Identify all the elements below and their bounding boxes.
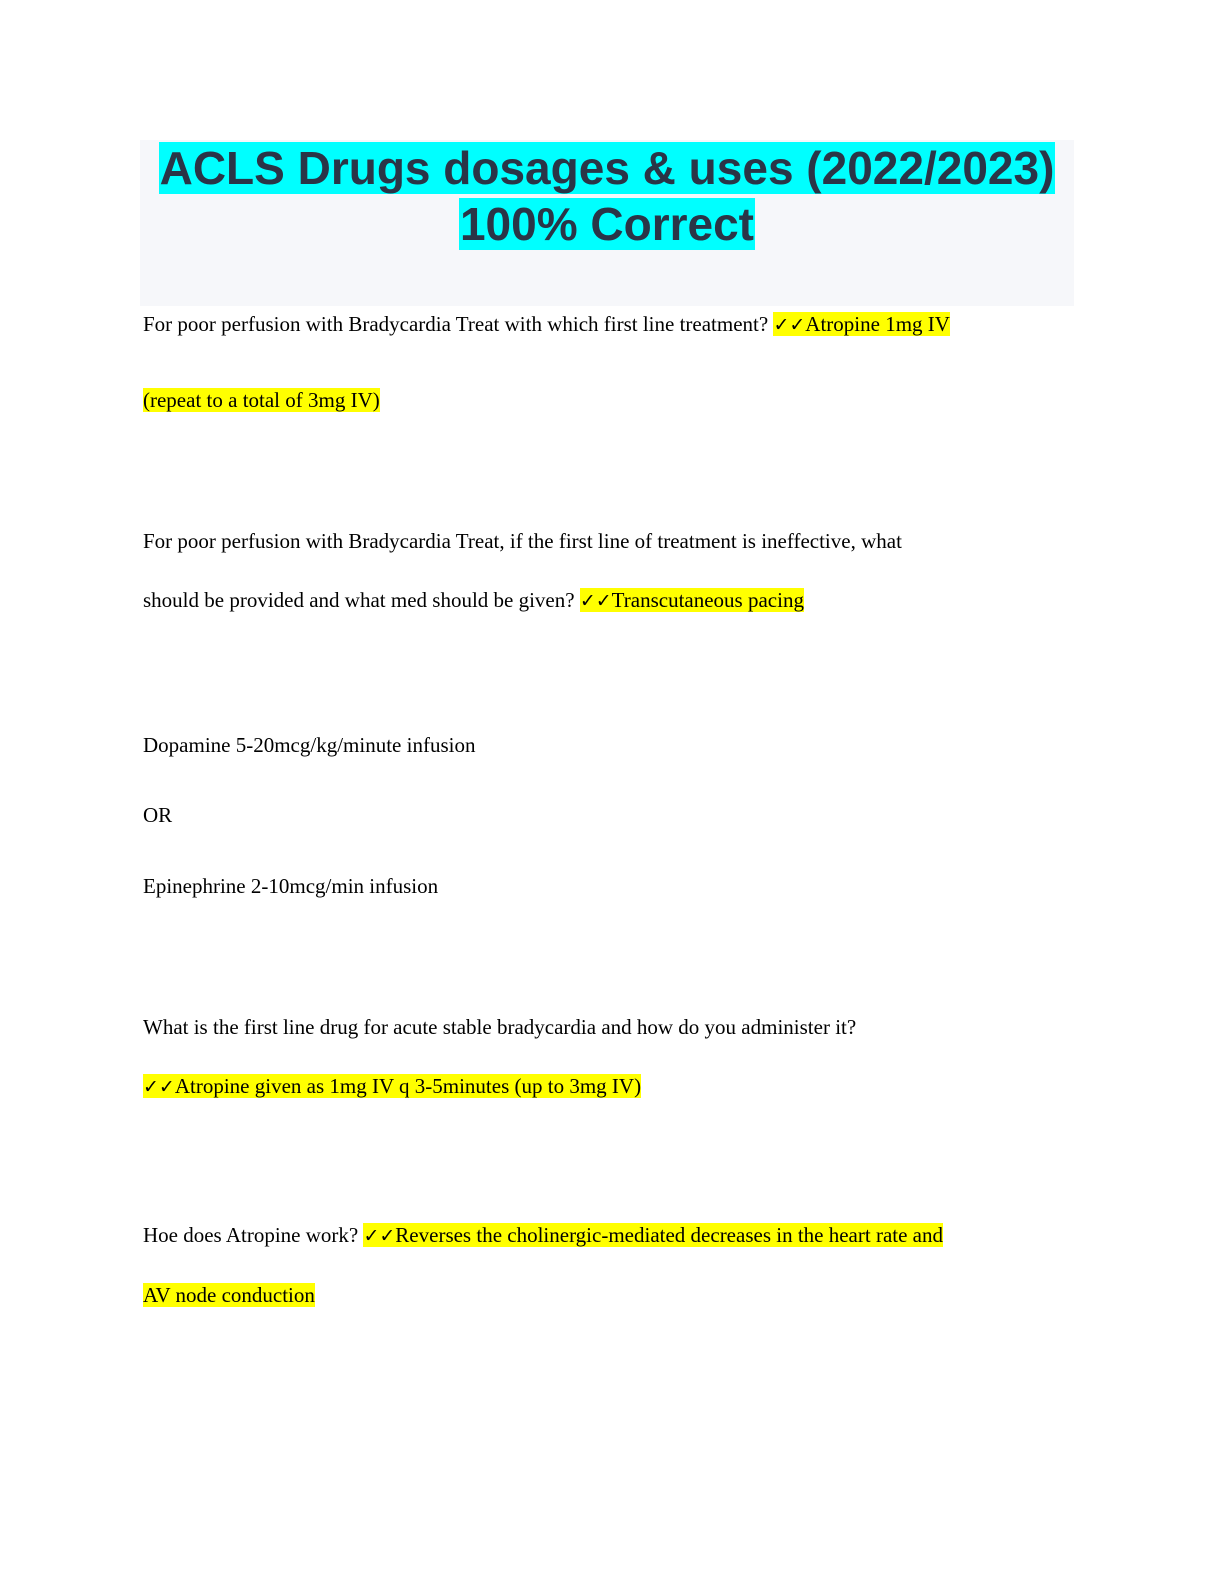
qa-2-question-continued: should be provided and what med should be given? xyxy=(143,588,575,612)
check-mark-icon: ✓✓ xyxy=(579,590,612,612)
check-mark-icon: ✓✓ xyxy=(363,1225,396,1247)
qa-4-question: Hoe does Atropine work? xyxy=(143,1223,359,1247)
qa-2-line-1 xyxy=(143,527,902,555)
qa-4-answer: ✓✓Reverses the cholinergic-mediated decreases in the heart rate and xyxy=(363,1223,943,1247)
qa-4-line-2 xyxy=(143,1281,315,1309)
check-mark-icon: ✓✓ xyxy=(773,314,806,336)
qa-1-line-1 xyxy=(143,310,950,339)
qa-2-extra-line-1: Dopamine 5-20mcg/kg/minute infusion xyxy=(143,733,476,757)
qa-4-line-1 xyxy=(143,1221,943,1250)
check-mark-icon: ✓✓ xyxy=(143,1076,175,1098)
qa-2-line-2 xyxy=(143,586,804,615)
qa-1-line-2 xyxy=(143,386,380,414)
qa-1-answer: ✓✓Atropine 1mg IV xyxy=(773,312,950,336)
qa-3-answer: ✓✓Atropine given as 1mg IV q 3-5minutes (up to 3mg IV) xyxy=(143,1074,642,1098)
qa-2-extra-line-2: OR xyxy=(143,803,173,827)
document-title-line-2: 100% Correct xyxy=(459,198,755,250)
qa-3-question: What is the first line drug for acute stable bradycardia and how do you administer it? xyxy=(143,1015,857,1039)
qa-1-answer-continued: (repeat to a total of 3mg IV) xyxy=(143,388,380,412)
document-title-line-1: ACLS Drugs dosages & uses (2022/2023) xyxy=(159,142,1055,194)
qa-2-answer: ✓✓Transcutaneous pacing xyxy=(579,588,804,612)
qa-2-question: For poor perfusion with Bradycardia Treat, if the first line of treatment is ineffective, what xyxy=(143,529,902,553)
document-title-block xyxy=(140,140,1074,306)
qa-4-answer-continued: AV node conduction xyxy=(143,1283,315,1307)
qa-3-line-1 xyxy=(143,1013,856,1041)
qa-3-line-2 xyxy=(143,1072,641,1101)
qa-2-extra-line-3: Epinephrine 2-10mcg/min infusion xyxy=(143,874,439,898)
qa-1-question: For poor perfusion with Bradycardia Treat with which first line treatment? xyxy=(143,312,769,336)
